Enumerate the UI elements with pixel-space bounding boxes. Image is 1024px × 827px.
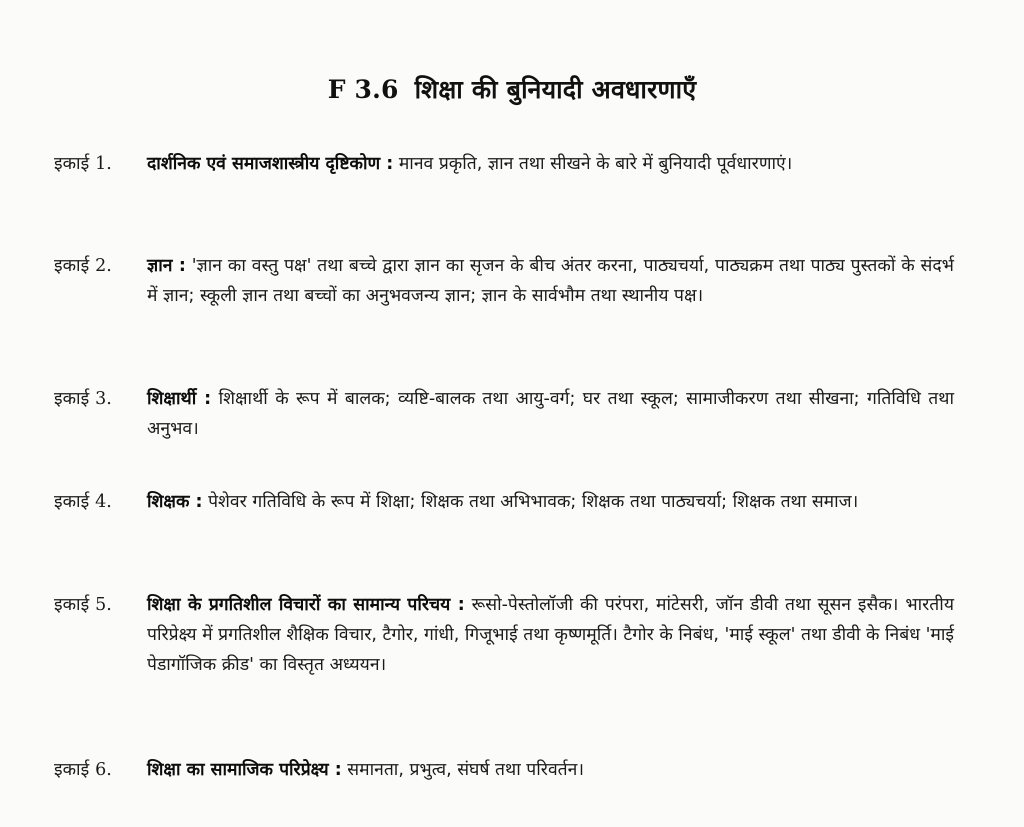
unit-4 bbox=[54, 487, 954, 517]
unit-content bbox=[147, 590, 954, 680]
unit-text: मानव प्रकृति, ज्ञान तथा सीखने के बारे में बुनियादी पूर्वधारणाएं। bbox=[398, 154, 793, 174]
unit-text: रूसो-पेस्तोलॉजी की परंपरा, मांटेसरी, जॉन डीवी तथा सूसन इसैक। भारतीय परिप्रेक्ष्य में प्रगतिशील शैक्षिक विचार, टैगोर, गांधी, गिजूभाई तथा कृष्णमूर्ति। टैगोर के निबंध, 'माई स्कूल' तथा डीवी के निबंध 'माई पेडागॉजिक क्रीड' का विस्तृत अध्ययन। bbox=[147, 595, 954, 675]
course-code: F 3.6 bbox=[327, 75, 399, 104]
unit-heading: शिक्षा के प्रगतिशील विचारों का सामान्य परिचय : bbox=[147, 595, 465, 615]
unit-heading: शिक्षार्थी : bbox=[147, 389, 212, 409]
unit-content bbox=[147, 149, 954, 179]
unit-heading: ज्ञान : bbox=[147, 256, 186, 276]
unit-1 bbox=[54, 149, 954, 179]
unit-label: इकाई 1. bbox=[54, 154, 112, 174]
page-title bbox=[0, 72, 1024, 106]
unit-number: 5. bbox=[95, 595, 112, 615]
unit-5 bbox=[54, 590, 954, 680]
unit-number: 2. bbox=[95, 256, 112, 276]
unit-content bbox=[147, 251, 954, 311]
unit-label: इकाई 6. bbox=[54, 760, 112, 780]
unit-2 bbox=[54, 251, 954, 311]
unit-number: 1. bbox=[95, 154, 112, 174]
unit-number: 4. bbox=[95, 492, 112, 512]
unit-text: 'ज्ञान का वस्तु पक्ष' तथा बच्चे द्वारा ज्ञान का सृजन के बीच अंतर करना, पाठ्यचर्या, पाठ्यक्रम तथा पाठ्य पुस्तकों के संदर्भ में ज्ञान; स्कूली ज्ञान तथा बच्चों का अनुभवजन्य ज्ञान; ज्ञान के सार्वभौम तथा स्थानीय पक्ष। bbox=[147, 256, 954, 306]
unit-text: समानता, प्रभुत्व, संघर्ष तथा परिवर्तन। bbox=[347, 760, 584, 780]
unit-text: शिक्षार्थी के रूप में बालक; व्यष्टि-बालक तथा आयु-वर्ग; घर तथा स्कूल; सामाजीकरण तथा सीखना; गतिविधि तथा अनुभव। bbox=[147, 389, 954, 439]
unit-content bbox=[147, 487, 954, 517]
unit-label: इकाई 5. bbox=[54, 595, 112, 615]
unit-3 bbox=[54, 384, 954, 444]
unit-heading: दार्शनिक एवं समाजशास्त्रीय दृष्टिकोण : bbox=[147, 154, 394, 174]
unit-label: इकाई 4. bbox=[54, 492, 112, 512]
unit-number: 3. bbox=[95, 389, 112, 409]
unit-text: पेशेवर गतिविधि के रूप में शिक्षा; शिक्षक तथा अभिभावक; शिक्षक तथा पाठ्यचर्या; शिक्षक तथा समाज। bbox=[208, 492, 859, 512]
unit-heading: शिक्षक : bbox=[147, 492, 203, 512]
unit-content bbox=[147, 755, 954, 785]
unit-heading: शिक्षा का सामाजिक परिप्रेक्ष्य : bbox=[147, 760, 342, 780]
unit-content bbox=[147, 384, 954, 444]
unit-number: 6. bbox=[95, 760, 112, 780]
unit-label: इकाई 3. bbox=[54, 389, 112, 409]
unit-6 bbox=[54, 755, 954, 785]
unit-label: इकाई 2. bbox=[54, 256, 112, 276]
course-title: शिक्षा की बुनियादी अवधारणाएँ bbox=[414, 75, 697, 104]
